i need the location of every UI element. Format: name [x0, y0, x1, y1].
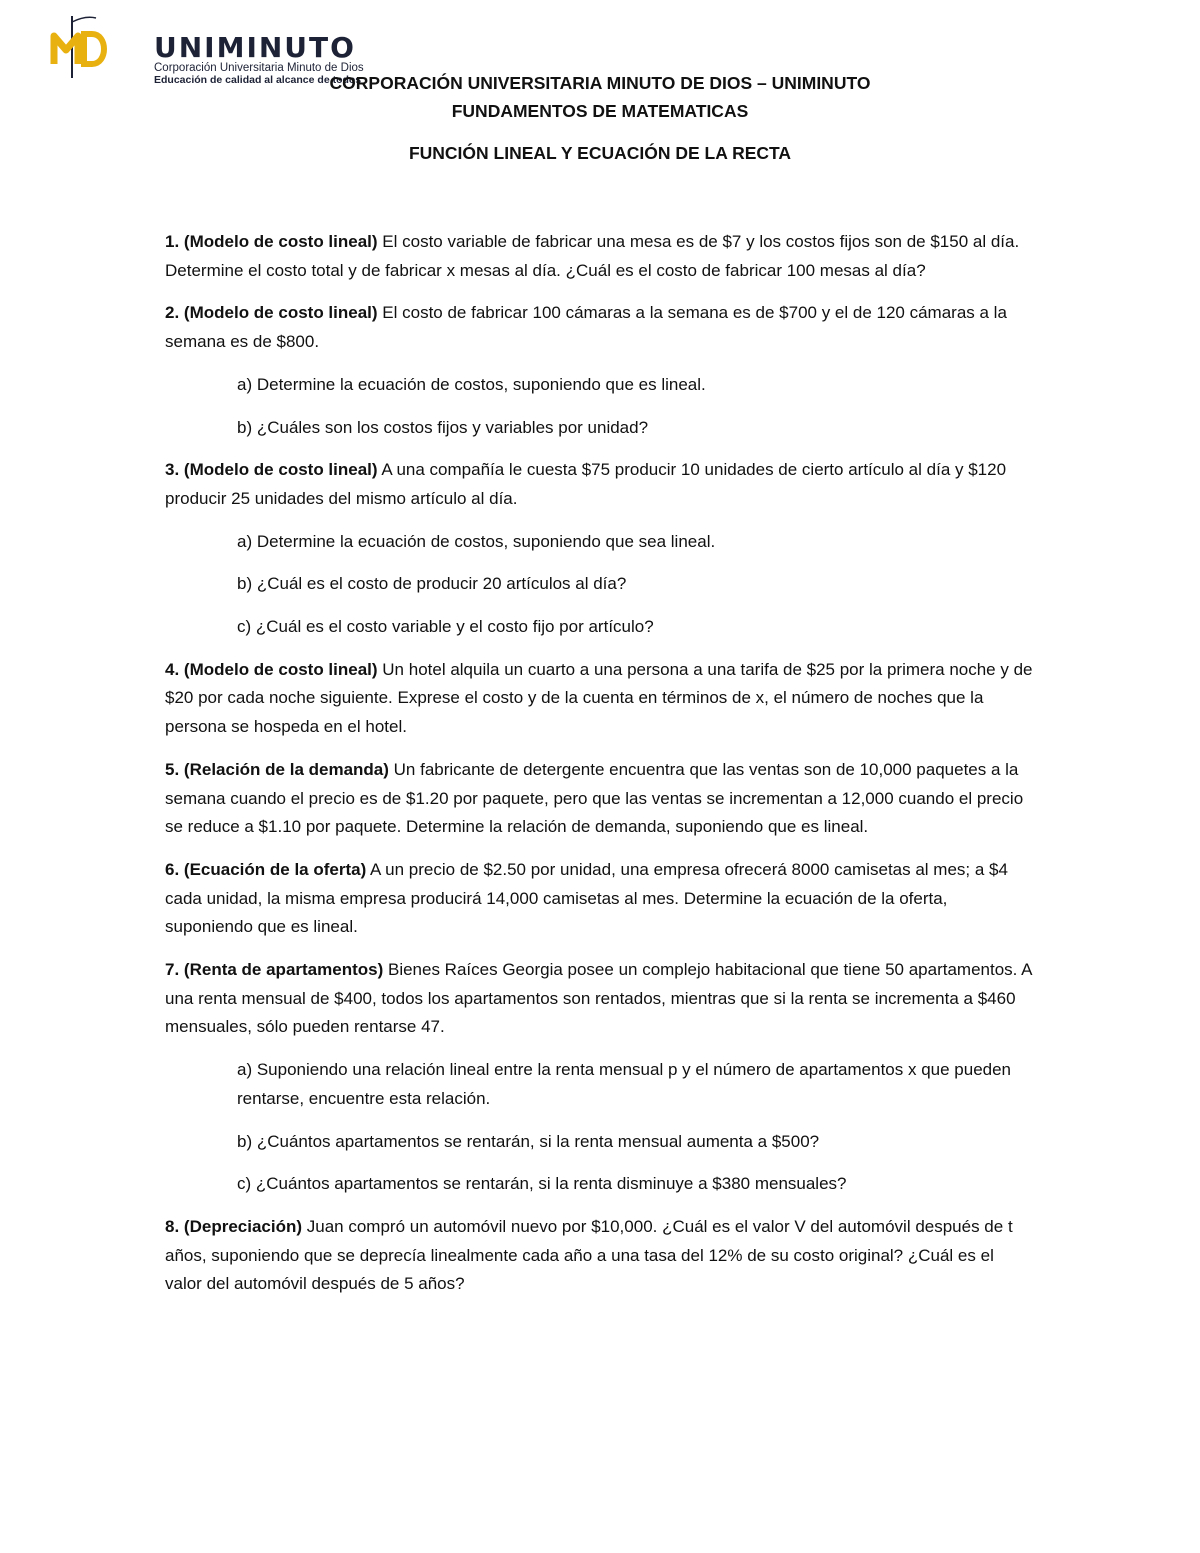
problem-list — [165, 228, 1035, 1313]
problem-subitem: c) ¿Cuántos apartamentos se rentarán, si la renta disminuye a $380 mensuales? — [237, 1174, 847, 1194]
topic-heading: FUNCIÓN LINEAL Y ECUACIÓN DE LA RECTA — [408, 143, 792, 163]
problem-number: 1. — [165, 232, 180, 251]
problem-text: El costo variable de fabricar una mesa es de $7 y los costos fijos son de $150 al día. Determine el costo total y de fabricar x mesas al día. ¿Cuál es el costo de fabricar 100 mesas al día? — [165, 232, 1020, 280]
problem-number: 4. — [165, 659, 180, 679]
problem-title: (Ecuación de la oferta) — [183, 859, 367, 879]
problem-subitem: a) Determine la ecuación de costos, suponiendo que es lineal. — [237, 374, 706, 394]
problem-text: Un fabricante de detergente encuentra que las ventas son de 10,000 paquetes a la semana cuando el precio es de $1.20 por paquete, pero que las ventas se incrementan a 12,000 cuando el precio se reduce a $1.10 por paquete. Determine la relación de demanda, suponiendo que es lineal. — [165, 759, 1024, 837]
problem-8 — [165, 1213, 1035, 1299]
problem-2 — [165, 299, 1035, 356]
problem-subitem: a) Suponiendo una relación lineal entre la renta mensual p y el número de apartamentos x que pueden rentarse, encuentre esta relación. — [237, 1060, 1012, 1108]
problem-3 — [165, 456, 1035, 513]
problem-subitem: c) ¿Cuál es el costo variable y el costo fijo por artículo? — [237, 617, 654, 637]
problem-title: (Modelo de costo lineal) — [183, 460, 378, 480]
problem-number: 7. — [165, 960, 180, 980]
problem-subitem: b) ¿Cuántos apartamentos se rentarán, si la renta mensual aumenta a $500? — [237, 1131, 820, 1151]
institution-heading: CORPORACIÓN UNIVERSITARIA MINUTO DE DIOS – UNIMINUTO — [329, 73, 871, 93]
problem-text: El costo de fabricar 100 cámaras a la semana es de $700 y el de 120 cámaras a la semana es de $800. — [165, 303, 1007, 352]
problem-title: (Modelo de costo lineal) — [183, 232, 378, 251]
problem-title: (Modelo de costo lineal) — [183, 303, 378, 323]
problem-title: (Renta de apartamentos) — [183, 960, 384, 980]
problem-number: 2. — [165, 303, 180, 323]
problem-number: 3. — [165, 460, 180, 480]
problem-7 — [165, 956, 1035, 1042]
problem-subitem: b) ¿Cuál es el costo de producir 20 artículos al día? — [237, 574, 627, 594]
uniminuto-logo — [50, 14, 364, 86]
problem-subitem: a) Determine la ecuación de costos, suponiendo que sea lineal. — [237, 531, 716, 551]
logo-subtitle: Corporación Universitaria Minuto de Dios — [154, 62, 364, 74]
problem-6 — [165, 856, 1035, 942]
problem-title: (Relación de la demanda) — [183, 759, 389, 779]
md-emblem-icon — [50, 14, 154, 80]
problem-subitem: b) ¿Cuáles son los costos fijos y variables por unidad? — [237, 417, 649, 437]
problem-title: (Depreciación) — [183, 1216, 303, 1236]
problem-5 — [165, 756, 1035, 842]
problem-number: 5. — [165, 759, 180, 779]
logo-tagline: Educación de calidad al alcance de todos — [154, 74, 362, 86]
problem-text: Un hotel alquila un cuarto a una persona a una tarifa de $25 por la primera noche y de $20 por cada noche siguiente. Exprese el costo y de la cuenta en términos de x, el número de noches que la persona se hospeda en el hotel. — [165, 659, 1033, 737]
problem-number: 8. — [165, 1216, 180, 1236]
problem-text: A una compañía le cuesta $75 producir 10 unidades de cierto artículo al día y $120 producir 25 unidades del mismo artículo al día. — [165, 460, 1007, 508]
problem-text: Juan compró un automóvil nuevo por $10,000. ¿Cuál es el valor V del automóvil después de t años, suponiendo que se deprecía linealmente cada año a una tasa del 12% de su costo original? ¿Cuál es el valor del automóvil después de 5 años? — [165, 1216, 1013, 1294]
problem-number: 6. — [165, 859, 180, 879]
course-heading: FUNDAMENTOS DE MATEMATICAS — [451, 101, 749, 121]
problem-text: Bienes Raíces Georgia posee un complejo habitacional que tiene 50 apartamentos. A una renta mensual de $400, todos los apartamentos son rentados, mientras que si la renta se incrementa a $460 mensuales, sólo pueden rentarse 47. — [165, 960, 1032, 1037]
logo-name: UNIMINUTO — [154, 31, 356, 64]
problem-text: A un precio de $2.50 por unidad, una empresa ofrecerá 8000 camisetas al mes; a $4 cada unidad, la misma empresa producirá 14,000 camisetas al mes. Determine la ecuación de la oferta, suponiendo que es lineal. — [165, 859, 1008, 937]
problem-1 — [165, 228, 1035, 285]
problem-title: (Modelo de costo lineal) — [183, 659, 378, 679]
problem-4 — [165, 656, 1035, 742]
